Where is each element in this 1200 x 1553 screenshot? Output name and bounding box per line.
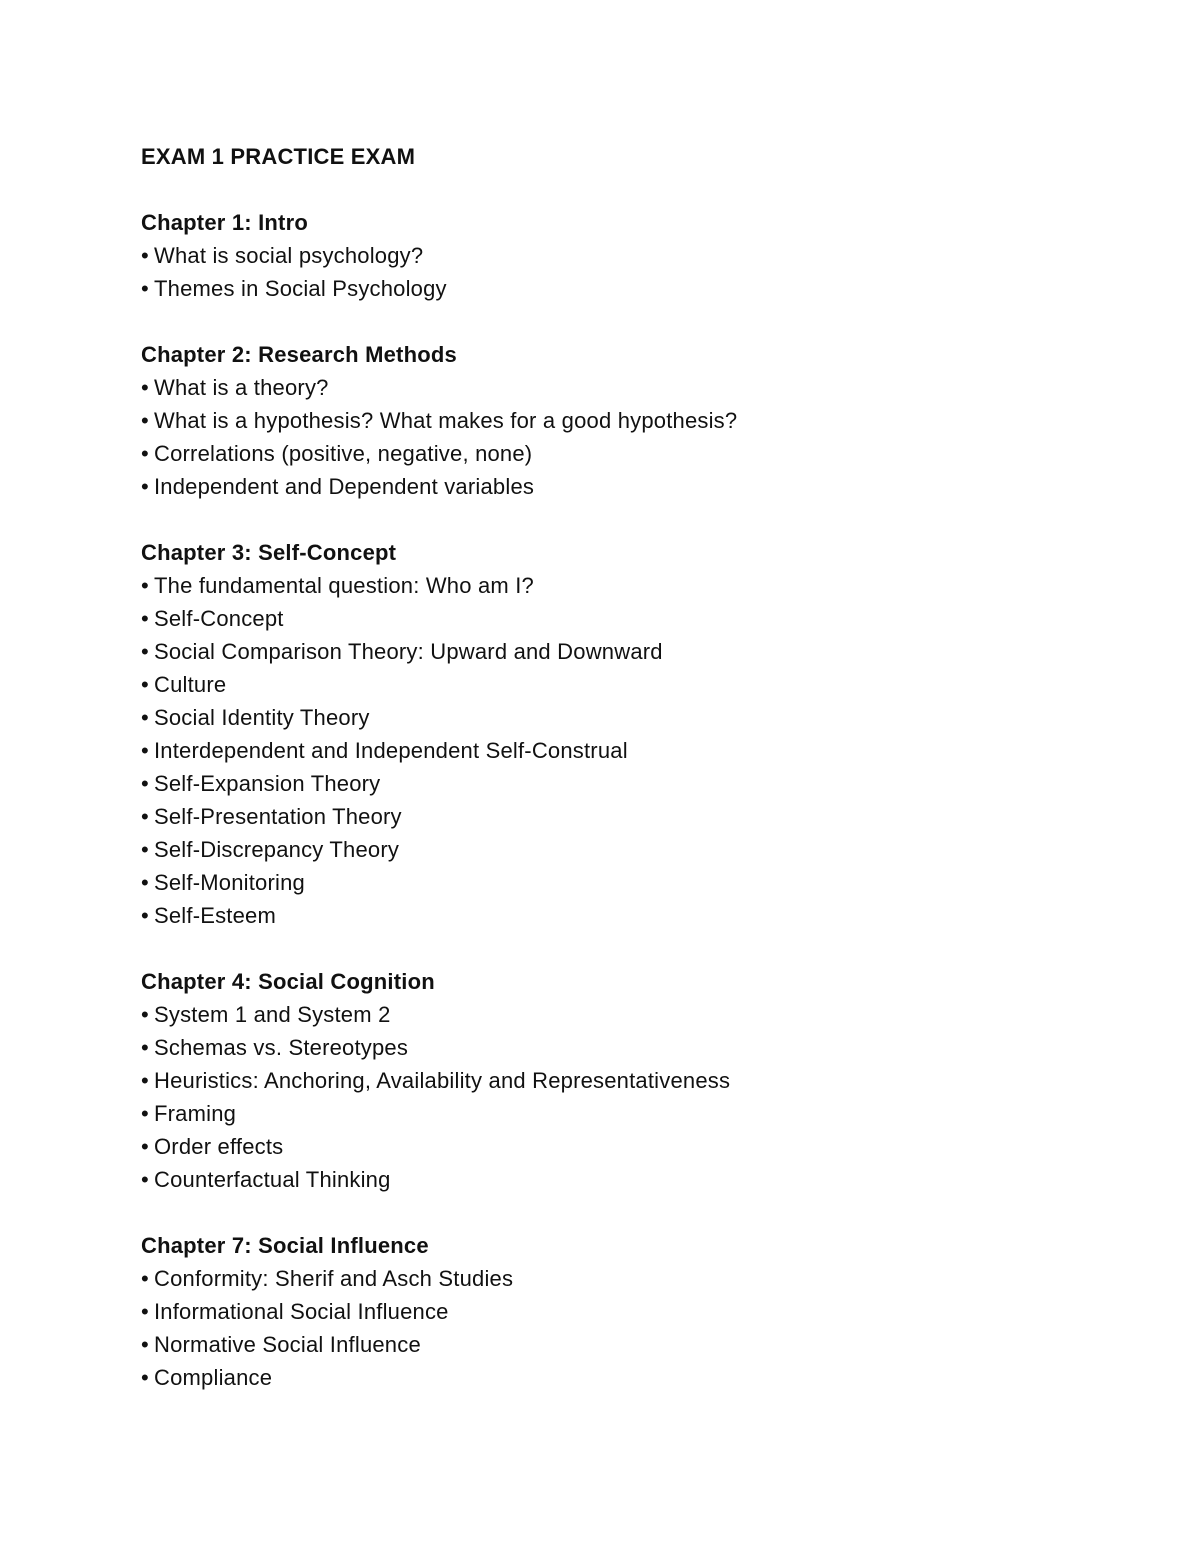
topic-list-item bbox=[141, 1328, 1101, 1361]
topic-text: System 1 and System 2 bbox=[154, 1002, 391, 1027]
topic-list-item bbox=[141, 1031, 1101, 1064]
sections-container bbox=[141, 206, 1101, 1394]
bullet-icon: • bbox=[141, 1332, 149, 1357]
bullet-icon: • bbox=[141, 441, 149, 466]
topic-list-item bbox=[141, 272, 1101, 305]
bullet-icon: • bbox=[141, 903, 149, 928]
bullet-icon: • bbox=[141, 705, 149, 730]
bullet-icon: • bbox=[141, 606, 149, 631]
topic-list-item bbox=[141, 1361, 1101, 1394]
topic-text: Self-Concept bbox=[154, 606, 284, 631]
topic-text: Schemas vs. Stereotypes bbox=[154, 1035, 409, 1060]
bullet-icon: • bbox=[141, 1266, 149, 1291]
document-title: EXAM 1 PRACTICE EXAM bbox=[141, 144, 416, 169]
topic-list-item bbox=[141, 1130, 1101, 1163]
chapter-heading: Chapter 2: Research Methods bbox=[141, 342, 457, 367]
topic-text: What is a theory? bbox=[154, 375, 329, 400]
bullet-icon: • bbox=[141, 1035, 149, 1060]
topic-text: Correlations (positive, negative, none) bbox=[154, 441, 533, 466]
topic-text: Self-Monitoring bbox=[154, 870, 305, 895]
bullet-icon: • bbox=[141, 1134, 149, 1159]
bullet-icon: • bbox=[141, 804, 149, 829]
topic-list bbox=[141, 371, 1101, 503]
topic-text: Culture bbox=[154, 672, 227, 697]
topic-list-item bbox=[141, 1163, 1101, 1196]
topic-text: Self-Discrepancy Theory bbox=[154, 837, 400, 862]
topic-list-item bbox=[141, 635, 1101, 668]
bullet-icon: • bbox=[141, 1101, 149, 1126]
topic-text: Themes in Social Psychology bbox=[154, 276, 447, 301]
topic-text: What is social psychology? bbox=[154, 243, 424, 268]
topic-text: Informational Social Influence bbox=[154, 1299, 449, 1324]
bullet-icon: • bbox=[141, 1002, 149, 1027]
chapter-heading: Chapter 7: Social Influence bbox=[141, 1233, 429, 1258]
topic-text: Conformity: Sherif and Asch Studies bbox=[154, 1266, 514, 1291]
topic-list-item bbox=[141, 371, 1101, 404]
topic-text: Social Identity Theory bbox=[154, 705, 370, 730]
chapter-section bbox=[141, 536, 1101, 932]
topic-text: What is a hypothesis? What makes for a good hypothesis? bbox=[154, 408, 738, 433]
chapter-heading: Chapter 3: Self-Concept bbox=[141, 540, 397, 565]
bullet-icon: • bbox=[141, 771, 149, 796]
topic-list-item bbox=[141, 668, 1101, 701]
topic-text: Social Comparison Theory: Upward and Downward bbox=[154, 639, 663, 664]
chapter-section bbox=[141, 338, 1101, 503]
topic-text: The fundamental question: Who am I? bbox=[154, 573, 534, 598]
bullet-icon: • bbox=[141, 837, 149, 862]
topic-list bbox=[141, 239, 1101, 305]
bullet-icon: • bbox=[141, 672, 149, 697]
topic-list-item bbox=[141, 767, 1101, 800]
topic-list-item bbox=[141, 1064, 1101, 1097]
topic-list bbox=[141, 998, 1101, 1196]
bullet-icon: • bbox=[141, 474, 149, 499]
bullet-icon: • bbox=[141, 1068, 149, 1093]
chapter-section bbox=[141, 1229, 1101, 1394]
topic-list-item bbox=[141, 1262, 1101, 1295]
topic-list-item bbox=[141, 602, 1101, 635]
bullet-icon: • bbox=[141, 639, 149, 664]
bullet-icon: • bbox=[141, 375, 149, 400]
chapter-section bbox=[141, 965, 1101, 1196]
topic-list bbox=[141, 569, 1101, 932]
topic-text: Compliance bbox=[154, 1365, 273, 1390]
topic-list-item bbox=[141, 470, 1101, 503]
topic-text: Normative Social Influence bbox=[154, 1332, 421, 1357]
topic-list-item bbox=[141, 800, 1101, 833]
topic-list-item bbox=[141, 833, 1101, 866]
bullet-icon: • bbox=[141, 1167, 149, 1192]
topic-text: Interdependent and Independent Self-Construal bbox=[154, 738, 628, 763]
topic-list bbox=[141, 1262, 1101, 1394]
document-content bbox=[141, 140, 1101, 1394]
topic-text: Framing bbox=[154, 1101, 237, 1126]
chapter-heading: Chapter 1: Intro bbox=[141, 210, 308, 235]
bullet-icon: • bbox=[141, 408, 149, 433]
topic-list-item bbox=[141, 239, 1101, 272]
bullet-icon: • bbox=[141, 243, 149, 268]
chapter-section bbox=[141, 206, 1101, 305]
topic-list-item bbox=[141, 569, 1101, 602]
topic-text: Order effects bbox=[154, 1134, 284, 1159]
topic-list-item bbox=[141, 437, 1101, 470]
topic-list-item bbox=[141, 1097, 1101, 1130]
bullet-icon: • bbox=[141, 573, 149, 598]
topic-text: Self-Presentation Theory bbox=[154, 804, 402, 829]
topic-list-item bbox=[141, 998, 1101, 1031]
bullet-icon: • bbox=[141, 1365, 149, 1390]
topic-list-item bbox=[141, 701, 1101, 734]
topic-text: Heuristics: Anchoring, Availability and Representativeness bbox=[154, 1068, 731, 1093]
topic-list-item bbox=[141, 734, 1101, 767]
topic-text: Self-Esteem bbox=[154, 903, 277, 928]
bullet-icon: • bbox=[141, 1299, 149, 1324]
topic-text: Counterfactual Thinking bbox=[154, 1167, 391, 1192]
bullet-icon: • bbox=[141, 738, 149, 763]
chapter-heading: Chapter 4: Social Cognition bbox=[141, 969, 435, 994]
topic-text: Independent and Dependent variables bbox=[154, 474, 535, 499]
topic-list-item bbox=[141, 899, 1101, 932]
topic-list-item bbox=[141, 866, 1101, 899]
bullet-icon: • bbox=[141, 276, 149, 301]
topic-text: Self-Expansion Theory bbox=[154, 771, 381, 796]
topic-list-item bbox=[141, 404, 1101, 437]
bullet-icon: • bbox=[141, 870, 149, 895]
topic-list-item bbox=[141, 1295, 1101, 1328]
